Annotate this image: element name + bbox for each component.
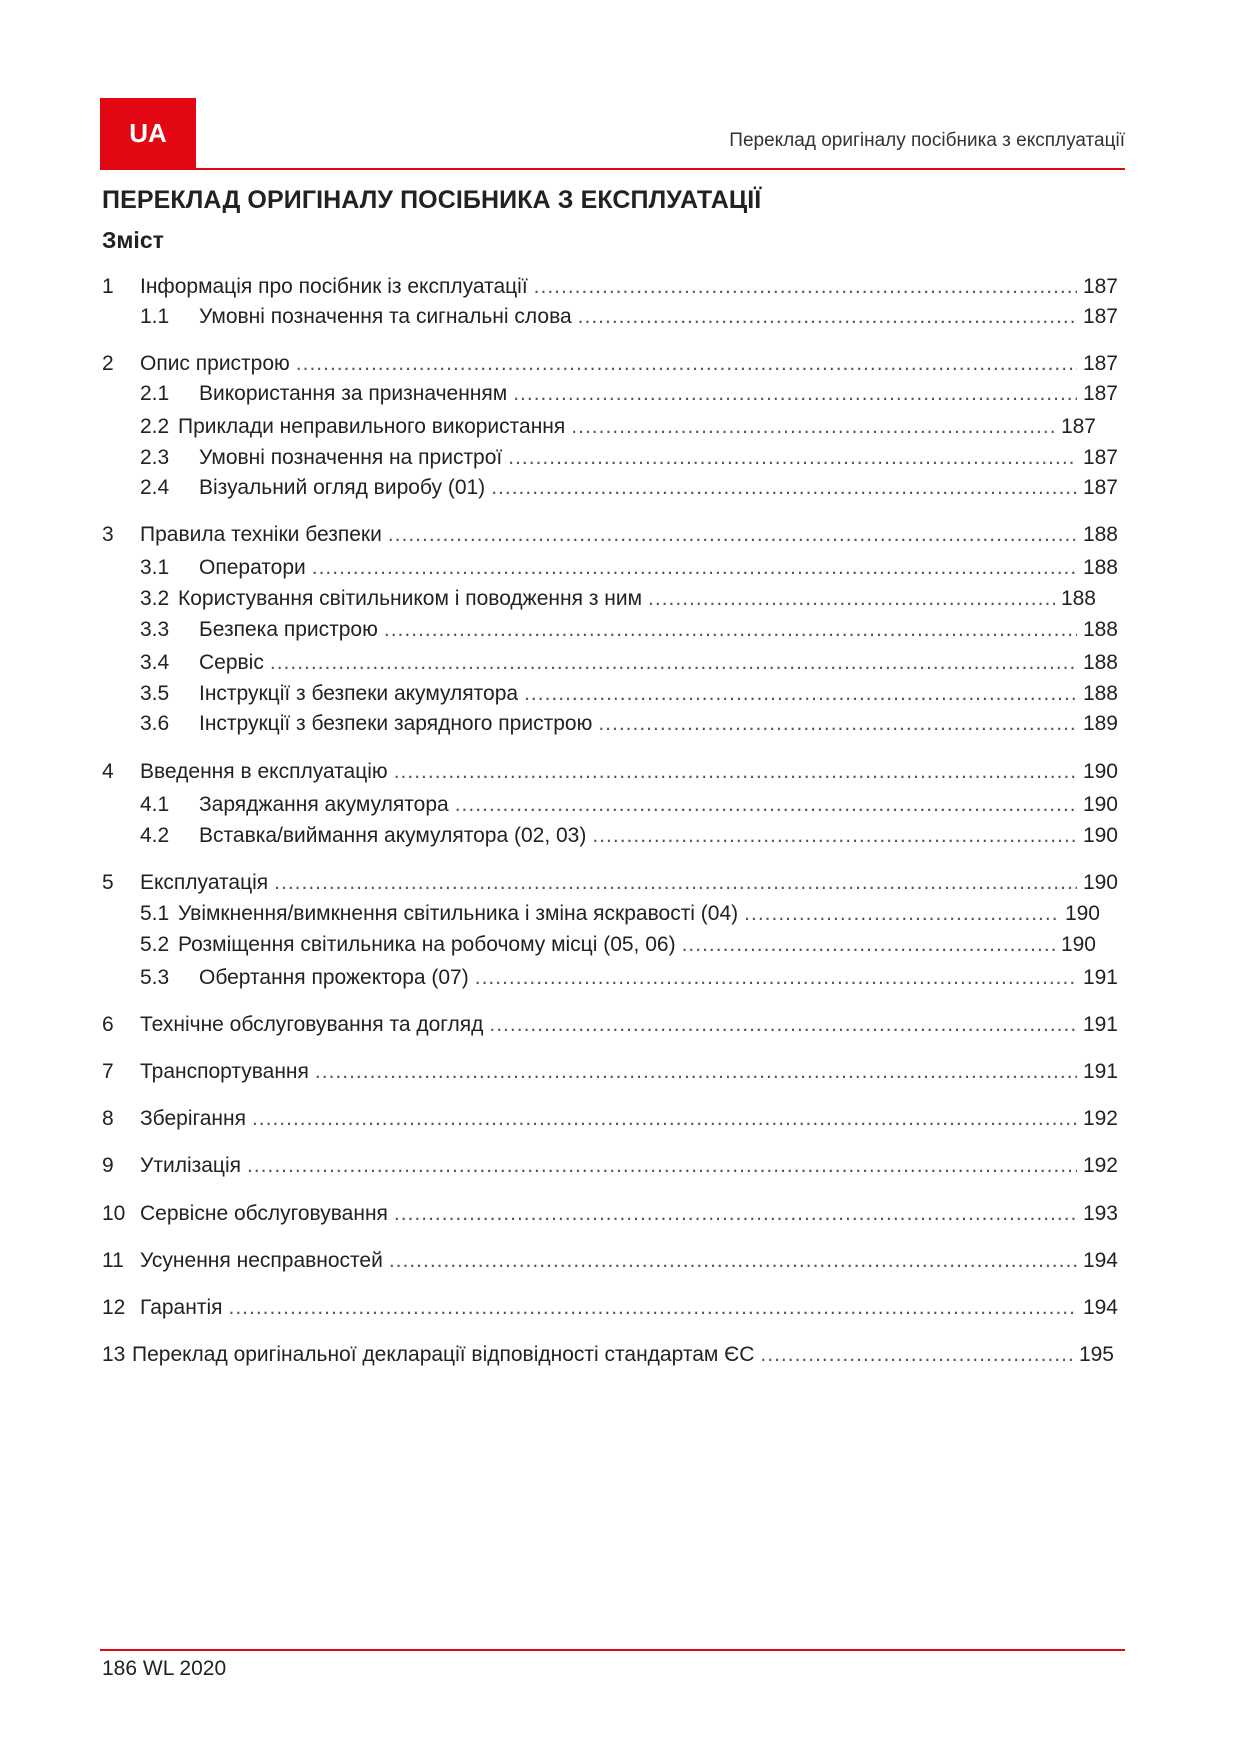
toc-page-number: 189 [1082,712,1118,735]
toc-number: 13 [102,1343,126,1366]
toc-page-number: 188 [1082,523,1118,546]
toc-page-number: 187 [1082,275,1118,298]
toc-entry[interactable] [140,712,1118,742]
toc-leader [682,933,1055,957]
toc-entry[interactable] [102,871,1118,901]
toc-leader [491,476,1077,500]
toc-number: 5 [102,871,114,894]
toc-title: Інструкції з безпеки акумулятора [199,682,519,705]
toc-page-number: 188 [1082,556,1118,579]
toc-page-number: 191 [1082,1013,1118,1036]
toc-number: 3.4 [140,651,170,674]
toc-title: Сервісне обслуговування [140,1202,388,1225]
toc-leader [571,415,1055,439]
toc-page-number: 187 [1082,352,1118,375]
toc-entry[interactable] [140,824,1118,854]
language-badge: UA [100,98,196,168]
toc-page-number: 188 [1082,618,1118,641]
toc-title: Обертання прожектора (07) [199,966,469,989]
toc-leader [312,556,1077,580]
toc-entry[interactable] [140,587,1096,617]
toc-entry[interactable] [102,1013,1118,1043]
toc-number: 3.5 [140,682,170,705]
toc-leader [247,1154,1077,1178]
toc-entry[interactable] [102,275,1118,305]
toc-entry[interactable] [140,682,1118,712]
toc-title: Користування світильником і поводження з ним [178,587,643,610]
toc-title: Умовні позначення та сигнальні слова [199,305,572,328]
toc-page-number: 192 [1082,1107,1118,1130]
footer-divider [100,1649,1125,1651]
toc-title: Приклади неправильного використання [178,415,566,438]
toc-title: Введення в експлуатацію [140,760,388,783]
toc-title: Інструкції з безпеки зарядного пристрою [199,712,593,735]
header-divider [100,168,1125,170]
toc-entry[interactable] [102,1202,1118,1232]
toc-leader [270,651,1077,675]
toc-title: Умовні позначення на пристрої [199,446,503,469]
toc-leader [598,712,1077,736]
toc-number: 10 [102,1202,126,1225]
toc-leader [394,1202,1077,1226]
toc-leader [508,446,1077,470]
toc-entry[interactable] [102,1343,1114,1373]
toc-entry[interactable] [140,933,1096,963]
toc-page-number: 192 [1082,1154,1118,1177]
toc-title: Експлуатація [140,871,269,894]
toc-page-number: 191 [1082,1060,1118,1083]
toc-leader [252,1107,1077,1131]
toc-entry[interactable] [102,1107,1118,1137]
toc-number: 5.2 [140,933,170,956]
toc-entry[interactable] [140,618,1118,648]
toc-title: Переклад оригінальної декларації відповідності стандартам ЄС [132,1343,755,1366]
toc-number: 4.1 [140,793,170,816]
toc-number: 11 [102,1249,124,1272]
toc-number: 3.2 [140,587,170,610]
toc-number: 5.3 [140,966,170,989]
toc-entry[interactable] [140,651,1118,681]
toc-title: Усунення несправностей [140,1249,383,1272]
toc-number: 2.3 [140,446,170,469]
toc-entry[interactable] [102,1060,1118,1090]
toc-page-number: 191 [1082,966,1118,989]
contents-heading: Зміст [102,227,164,253]
toc-number: 5.1 [140,902,170,925]
toc-leader [384,618,1077,642]
toc-leader [394,760,1077,784]
toc-number: 4.2 [140,824,170,847]
toc-page-number: 190 [1082,824,1118,847]
toc-leader [296,352,1077,376]
toc-entry[interactable] [140,382,1118,412]
toc-leader [475,966,1077,990]
toc-page-number: 188 [1082,651,1118,674]
toc-entry[interactable] [102,1249,1118,1279]
toc-leader [228,1296,1076,1320]
toc-leader [489,1013,1077,1037]
toc-page-number: 187 [1082,382,1118,405]
running-header-title: Переклад оригіналу посібника з експлуатації [729,130,1125,151]
toc-title: Безпека пристрою [199,618,378,641]
toc-page-number: 190 [1082,760,1118,783]
toc-title: Увімкнення/вимкнення світильника і зміна яскравості (04) [178,902,739,925]
toc-title: Технічне обслуговування та догляд [140,1013,484,1036]
toc-number: 3.6 [140,712,170,735]
toc-entry[interactable] [102,523,1118,553]
toc-title: Зберігання [140,1107,246,1130]
toc-title: Гарантія [140,1296,223,1319]
toc-page-number: 187 [1060,415,1096,438]
toc-title: Інформація про посібник із експлуатації [140,275,528,298]
toc-entry[interactable] [102,352,1118,382]
toc-title: Заряджання акумулятора [199,793,449,816]
toc-leader [455,793,1077,817]
toc-leader [578,305,1077,329]
toc-leader [534,275,1077,299]
toc-entry[interactable] [140,476,1118,506]
toc-leader [315,1060,1077,1084]
toc-leader [388,523,1077,547]
toc-leader [760,1343,1073,1367]
toc-title: Транспортування [140,1060,309,1083]
toc-number: 2 [102,352,114,375]
toc-title: Візуальний огляд виробу (01) [199,476,486,499]
toc-leader [648,587,1055,611]
toc-page-number: 187 [1082,446,1118,469]
toc-leader [744,902,1059,926]
toc-page-number: 188 [1082,682,1118,705]
toc-number: 2.2 [140,415,170,438]
toc-number: 9 [102,1154,114,1177]
toc-number: 6 [102,1013,114,1036]
toc-entry[interactable] [140,446,1118,476]
toc-entry[interactable] [140,556,1118,586]
toc-title: Правила техніки безпеки [140,523,382,546]
toc-entry[interactable] [140,902,1100,932]
toc-number: 7 [102,1060,114,1083]
toc-page-number: 187 [1082,305,1118,328]
toc-number: 8 [102,1107,114,1130]
toc-title: Розміщення світильника на робочому місці (05, 06) [178,933,676,956]
toc-title: Сервіс [199,651,264,674]
toc-leader [513,382,1077,406]
toc-number: 3 [102,523,114,546]
toc-page-number: 193 [1082,1202,1118,1225]
toc-title: Утилізація [140,1154,241,1177]
toc-page-number: 194 [1082,1296,1118,1319]
toc-entry[interactable] [140,415,1096,445]
toc-page-number: 187 [1082,476,1118,499]
toc-page-number: 194 [1082,1249,1118,1272]
toc-entry[interactable] [140,305,1118,335]
toc-page-number: 195 [1078,1343,1114,1366]
toc-leader [592,824,1077,848]
toc-leader [389,1249,1077,1273]
toc-title: Використання за призначенням [199,382,508,405]
toc-number: 3.1 [140,556,170,579]
toc-entry[interactable] [140,793,1118,823]
toc-number: 1.1 [140,305,170,328]
toc-page-number: 190 [1064,902,1100,925]
toc-leader [274,871,1077,895]
toc-number: 12 [102,1296,126,1319]
toc-page-number: 190 [1082,793,1118,816]
toc-number: 1 [102,275,114,298]
page-footer: 186 WL 2020 [102,1657,227,1680]
toc-title: Оператори [199,556,306,579]
toc-entry[interactable] [102,760,1118,790]
toc-number: 4 [102,760,114,783]
toc-page-number: 190 [1082,871,1118,894]
toc-number: 2.4 [140,476,170,499]
toc-leader [524,682,1077,706]
toc-entry[interactable] [140,966,1118,996]
toc-title: Опис пристрою [140,352,290,375]
toc-entry[interactable] [102,1154,1118,1184]
document-title: ПЕРЕКЛАД ОРИГІНАЛУ ПОСІБНИКА З ЕКСПЛУАТАЦІЇ [102,186,762,214]
toc-title: Вставка/виймання акумулятора (02, 03) [199,824,587,847]
toc-number: 3.3 [140,618,170,641]
toc-page-number: 190 [1060,933,1096,956]
toc-number: 2.1 [140,382,170,405]
toc-entry[interactable] [102,1296,1118,1326]
toc-page-number: 188 [1060,587,1096,610]
